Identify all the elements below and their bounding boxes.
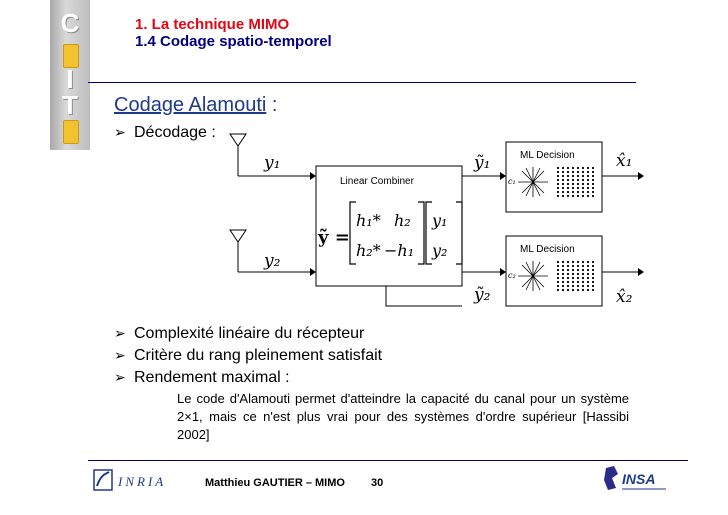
footer-author: Matthieu GAUTIER – MIMO <box>205 477 345 489</box>
constellation-point <box>587 179 589 181</box>
bullet-arrow-icon: ➢ <box>114 325 126 341</box>
linear-combiner-label: Linear Combiner <box>340 176 414 187</box>
constellation-point <box>592 179 594 181</box>
constellation-point <box>577 269 579 271</box>
constellation-point <box>562 261 564 263</box>
constellation-point <box>577 187 579 189</box>
constellation-point <box>572 277 574 279</box>
matrix-h2: h₂ <box>394 211 411 230</box>
bullet-rendement-text: Rendement maximal : <box>134 369 290 386</box>
constellation-point <box>577 195 579 197</box>
constellation-point <box>562 171 564 173</box>
constellation-point <box>592 281 594 283</box>
matrix-neg-h1: −h₁ <box>384 241 415 260</box>
constellation-point <box>567 281 569 283</box>
constellation-point <box>572 269 574 271</box>
antenna-2-icon <box>230 230 246 272</box>
inria-logo <box>92 466 188 494</box>
constellation-point <box>592 167 594 169</box>
constellation-point <box>572 171 574 173</box>
constellation-point <box>557 183 559 185</box>
band-letter-i: I <box>66 64 74 94</box>
constellation-point <box>582 281 584 283</box>
constellation-point <box>567 191 569 193</box>
constellation-point <box>557 179 559 181</box>
constellation-point <box>567 175 569 177</box>
constellation-point <box>577 277 579 279</box>
constellation-point <box>577 289 579 291</box>
constellation-point <box>562 289 564 291</box>
constellation-point <box>572 175 574 177</box>
constellation-point <box>587 191 589 193</box>
output-arrow-1-icon <box>638 172 644 180</box>
constellation-point <box>582 191 584 193</box>
constellation-point <box>587 285 589 287</box>
constellation-point <box>587 261 589 263</box>
constellation-point <box>557 175 559 177</box>
matrix-h1-conj: h₁* <box>356 211 381 230</box>
constellation-point <box>582 285 584 287</box>
constellation-point <box>562 175 564 177</box>
constellation-point <box>582 167 584 169</box>
constellation-point <box>567 269 569 271</box>
constellation-point <box>587 273 589 275</box>
ml-decision-label-1: ML Decision <box>520 150 575 161</box>
bullet-critere-text: Critère du rang pleinement satisfait <box>134 347 383 364</box>
constellation-point <box>587 187 589 189</box>
constellation-point <box>562 285 564 287</box>
section-title-suffix: : <box>266 94 278 116</box>
constellation-point <box>562 269 564 271</box>
constellation-point <box>587 167 589 169</box>
constellation-point <box>587 195 589 197</box>
constellation-point <box>567 285 569 287</box>
inria-logo-mark <box>94 470 112 490</box>
constellation-point <box>592 269 594 271</box>
constellation-point <box>562 265 564 267</box>
constellation-point <box>577 285 579 287</box>
constellation-point <box>572 187 574 189</box>
constellation-point <box>587 281 589 283</box>
bullet-critere <box>114 347 382 365</box>
constellation-point <box>562 167 564 169</box>
constellation-point <box>557 167 559 169</box>
insa-logo-text: INSA <box>622 471 656 487</box>
constellation-point <box>567 167 569 169</box>
constellation-point <box>557 191 559 193</box>
constellation-point <box>592 191 594 193</box>
constellation-point <box>592 187 594 189</box>
constellation-point <box>592 265 594 267</box>
constellation-point <box>557 285 559 287</box>
constellation-point <box>577 175 579 177</box>
constellation-point <box>587 183 589 185</box>
constellation-point <box>572 273 574 275</box>
constellation-point <box>557 277 559 279</box>
constellation-point <box>592 273 594 275</box>
bullet-complexite <box>114 325 364 343</box>
constellation-point <box>572 183 574 185</box>
constellation-point <box>572 261 574 263</box>
bullet-arrow-icon: ➢ <box>114 369 126 385</box>
bullet-arrow-icon: ➢ <box>114 347 126 363</box>
constellation-point <box>592 285 594 287</box>
constellation-point <box>582 195 584 197</box>
constellation-point <box>592 277 594 279</box>
constellation-point <box>582 183 584 185</box>
constellation-point <box>582 289 584 291</box>
star-constellation-1-icon <box>518 167 548 197</box>
combiner-arrow-1-icon <box>500 172 506 180</box>
constellation-point <box>592 183 594 185</box>
constellation-point <box>572 289 574 291</box>
constellation-point <box>562 191 564 193</box>
page-number: 30 <box>371 477 384 489</box>
band-letter-t: T <box>62 90 78 120</box>
constellation-point <box>567 171 569 173</box>
constellation-point <box>592 171 594 173</box>
estimate-x1: x̂₁ <box>616 151 633 171</box>
constellation-point <box>577 273 579 275</box>
constellation-point <box>567 265 569 267</box>
constellation-point <box>557 195 559 197</box>
tilde-output-y2: ỹ₂ <box>474 285 491 305</box>
constellation-point <box>567 261 569 263</box>
constellation-point <box>587 265 589 267</box>
section-title <box>114 94 277 117</box>
constellation-point <box>567 195 569 197</box>
antenna-1-icon <box>230 134 246 176</box>
constellation-point <box>562 187 564 189</box>
inria-logo-text: INRIA <box>118 474 167 489</box>
constellation-point <box>567 187 569 189</box>
constellation-point <box>577 167 579 169</box>
slide-header-title: 1. La technique MIMO <box>135 16 290 33</box>
input-label-y2: y₂ <box>264 251 281 271</box>
combiner-to-decision-line-2 <box>386 286 462 306</box>
constellation-point <box>562 195 564 197</box>
matrix-lhs: ỹ = <box>318 227 350 248</box>
constellation-point <box>557 171 559 173</box>
citi-side-band <box>50 0 90 150</box>
constellation-point <box>557 265 559 267</box>
constellation-point <box>562 273 564 275</box>
constellation-point <box>577 265 579 267</box>
constellation-point <box>582 269 584 271</box>
constellation-point <box>572 179 574 181</box>
tilde-output-y1: ỹ₁ <box>474 153 491 173</box>
alamouti-decoder-diagram <box>218 130 648 322</box>
constellation-point <box>592 261 594 263</box>
constellation-point <box>592 175 594 177</box>
constellation-point <box>557 187 559 189</box>
input-arrow-2-icon <box>310 268 316 276</box>
constellation-point <box>577 179 579 181</box>
header-divider <box>88 82 636 83</box>
constellation-point <box>572 195 574 197</box>
constellation-point <box>582 187 584 189</box>
constellation-point <box>577 191 579 193</box>
alamouti-capacity-note: Le code d'Alamouti permet d'atteindre la capacité du canal pour un système 2×1, mais ce n'est plus vrai pour des systèmes d'ordre supérieur [Hassibi 2002] <box>177 391 629 442</box>
constellation-point <box>557 269 559 271</box>
constellation-point <box>567 183 569 185</box>
insa-logo <box>600 462 670 496</box>
constellation-point <box>572 167 574 169</box>
constellation-point <box>592 195 594 197</box>
constellation-point <box>582 273 584 275</box>
constellation-point <box>567 273 569 275</box>
input-label-y1: y₁ <box>264 153 281 173</box>
c1-label: c₁ <box>508 177 516 186</box>
estimate-x2: x̂₂ <box>616 287 633 307</box>
slide-header-subtitle: 1.4 Codage spatio-temporel <box>135 33 332 50</box>
constellation-point <box>562 281 564 283</box>
star-constellation-2-icon <box>518 261 548 291</box>
constellation-point <box>577 261 579 263</box>
output-arrow-2-icon <box>638 268 644 276</box>
bullet-complexite-text: Complexité linéaire du récepteur <box>134 325 365 342</box>
constellation-point <box>567 277 569 279</box>
constellation-point <box>572 265 574 267</box>
c2-label: c₂ <box>508 271 516 280</box>
band-letter-c: C <box>60 8 80 38</box>
bullet-decodage <box>114 124 216 142</box>
constellation-point <box>577 183 579 185</box>
constellation-point <box>562 277 564 279</box>
bullet-decodage-text: Décodage : <box>134 124 216 141</box>
constellation-point <box>557 281 559 283</box>
constellation-point <box>582 265 584 267</box>
constellation-point <box>572 285 574 287</box>
constellation-point <box>582 171 584 173</box>
constellation-point <box>587 289 589 291</box>
insa-logo-figure <box>604 466 618 490</box>
constellation-point <box>572 281 574 283</box>
constellation-point <box>587 175 589 177</box>
bullet-rendement <box>114 369 290 387</box>
constellation-point <box>577 281 579 283</box>
vector-y2: y₂ <box>432 241 448 260</box>
matrix-h2-conj: h₂* <box>356 241 381 260</box>
inria-logo-swoosh <box>97 472 109 486</box>
constellation-point <box>582 179 584 181</box>
band-badge-bottom <box>63 120 79 144</box>
constellation-point <box>577 171 579 173</box>
ml-decision-label-2: ML Decision <box>520 244 575 255</box>
bullet-arrow-icon: ➢ <box>114 124 126 140</box>
constellation-point <box>567 289 569 291</box>
constellation-point <box>557 261 559 263</box>
constellation-point <box>582 277 584 279</box>
constellation-point <box>572 191 574 193</box>
vector-y1: y₁ <box>432 211 448 230</box>
constellation-point <box>557 273 559 275</box>
constellation-point <box>587 269 589 271</box>
constellation-point <box>592 289 594 291</box>
section-title-main: Codage Alamouti <box>114 94 267 116</box>
footer-divider <box>88 460 688 461</box>
constellation-point <box>567 179 569 181</box>
constellation-point <box>557 289 559 291</box>
constellation-point <box>582 175 584 177</box>
input-arrow-1-icon <box>310 172 316 180</box>
constellation-point <box>587 171 589 173</box>
constellation-point <box>562 183 564 185</box>
combiner-arrow-2-icon <box>500 268 506 276</box>
constellation-point <box>587 277 589 279</box>
constellation-point <box>562 179 564 181</box>
constellation-point <box>582 261 584 263</box>
